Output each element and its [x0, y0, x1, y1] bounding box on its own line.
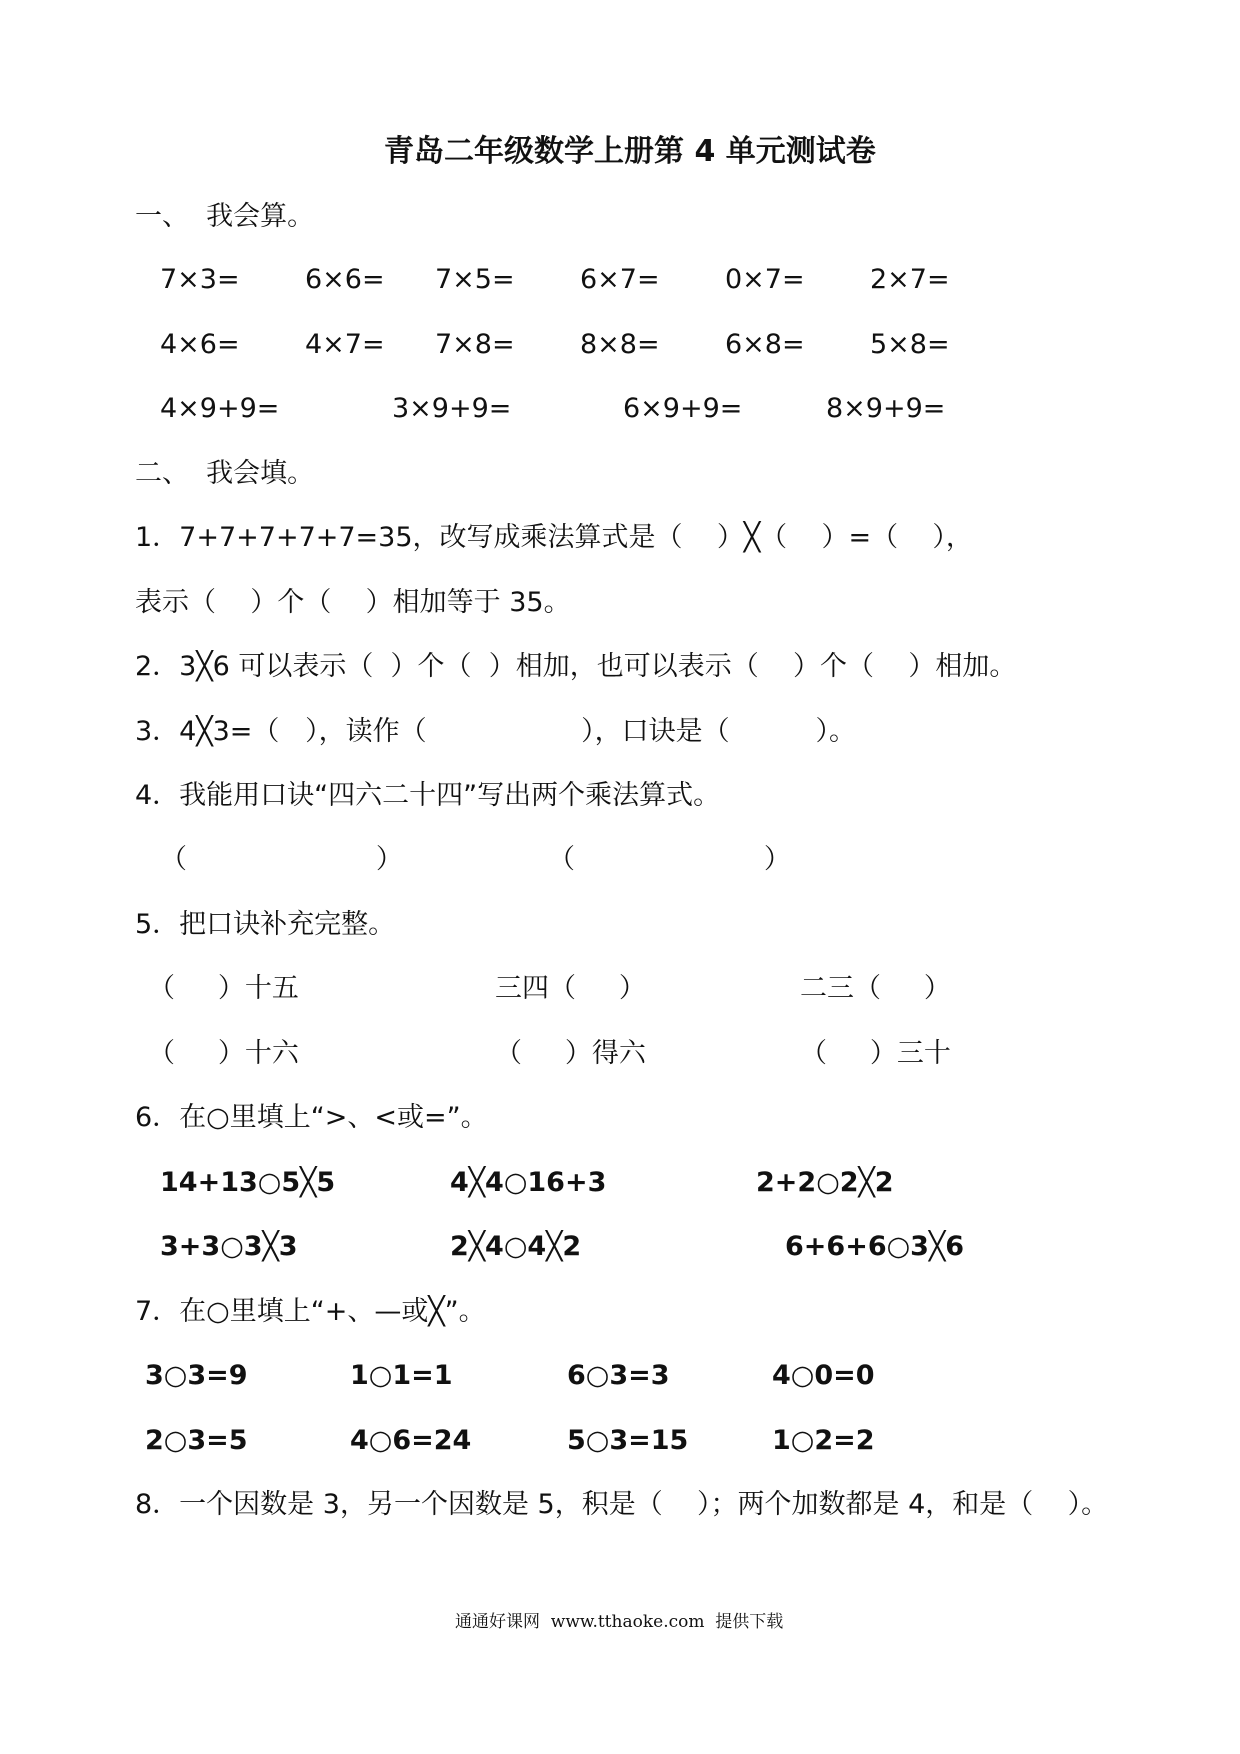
page-title: 青岛二年级数学上册第 4 单元测试卷	[384, 134, 876, 169]
operator-item: 5○3=15	[567, 1425, 689, 1456]
answer-blank: （ ）	[160, 844, 403, 875]
compare-item: 6+6+6○3╳6	[785, 1231, 964, 1262]
calc-item: 6×6=	[305, 264, 385, 295]
calc-item: 4×6=	[160, 329, 240, 360]
question-8: 8．一个因数是 3，另一个因数是 5，积是（ ）；两个加数都是 4，和是（ ）。	[135, 1489, 1109, 1520]
calc-item: 6×7=	[580, 264, 660, 295]
operator-item: 4○0=0	[772, 1360, 875, 1391]
rhyme-item: （ ）得六	[495, 1038, 646, 1069]
calc-item: 6×9+9=	[623, 393, 743, 424]
calc-item: 7×8=	[435, 329, 515, 360]
rhyme-item: （ ）三十	[800, 1038, 951, 1069]
calc-item: 4×7=	[305, 329, 385, 360]
operator-item: 4○6=24	[350, 1425, 472, 1456]
compare-item: 4╳4○16+3	[450, 1167, 607, 1198]
calc-item: 8×9+9=	[826, 393, 946, 424]
calc-item: 3×9+9=	[392, 393, 512, 424]
calc-item: 2×7=	[870, 264, 950, 295]
operator-item: 3○3=9	[145, 1360, 248, 1391]
calc-item: 7×3=	[160, 264, 240, 295]
question-3: 3．4╳3=（ ），读作（ ），口诀是（ ）。	[135, 716, 856, 747]
compare-item: 2╳4○4╳2	[450, 1231, 582, 1262]
rhyme-item: 三四（ ）	[495, 973, 646, 1004]
question-2: 2．3╳6 可以表示（ ）个（ ）相加，也可以表示（ ）个（ ）相加。	[135, 651, 1017, 682]
question-6: 6．在○里填上“>、<或=”。	[135, 1102, 488, 1133]
compare-item: 14+13○5╳5	[160, 1167, 336, 1198]
rhyme-item: 二三（ ）	[800, 973, 951, 1004]
calc-item: 5×8=	[870, 329, 950, 360]
question-7: 7．在○里填上“+、—或╳”。	[135, 1296, 486, 1327]
answer-blank: （ ）	[548, 844, 791, 875]
section-2-heading: 二、 我会填。	[135, 458, 315, 489]
calc-item: 8×8=	[580, 329, 660, 360]
question-5: 5．把口诀补充完整。	[135, 909, 396, 940]
rhyme-item: （ ）十六	[148, 1038, 299, 1069]
calc-item: 6×8=	[725, 329, 805, 360]
footer-text: 通通好课网 www.tthaoke.com 提供下载	[455, 1612, 784, 1632]
calc-item: 4×9+9=	[160, 393, 280, 424]
operator-item: 1○1=1	[350, 1360, 453, 1391]
compare-item: 3+3○3╳3	[160, 1231, 298, 1262]
operator-item: 2○3=5	[145, 1425, 248, 1456]
calc-item: 7×5=	[435, 264, 515, 295]
question-1-line-1: 1．7+7+7+7+7=35，改写成乘法算式是（ ）╳（ ）=（ ），	[135, 522, 973, 553]
section-1-heading: 一、 我会算。	[135, 201, 315, 232]
operator-item: 6○3=3	[567, 1360, 670, 1391]
question-4: 4．我能用口诀“四六二十四”写出两个乘法算式。	[135, 780, 721, 811]
operator-item: 1○2=2	[772, 1425, 875, 1456]
compare-item: 2+2○2╳2	[756, 1167, 894, 1198]
question-1-line-2: 表示（ ）个（ ）相加等于 35。	[135, 587, 571, 618]
rhyme-item: （ ）十五	[148, 973, 299, 1004]
calc-item: 0×7=	[725, 264, 805, 295]
